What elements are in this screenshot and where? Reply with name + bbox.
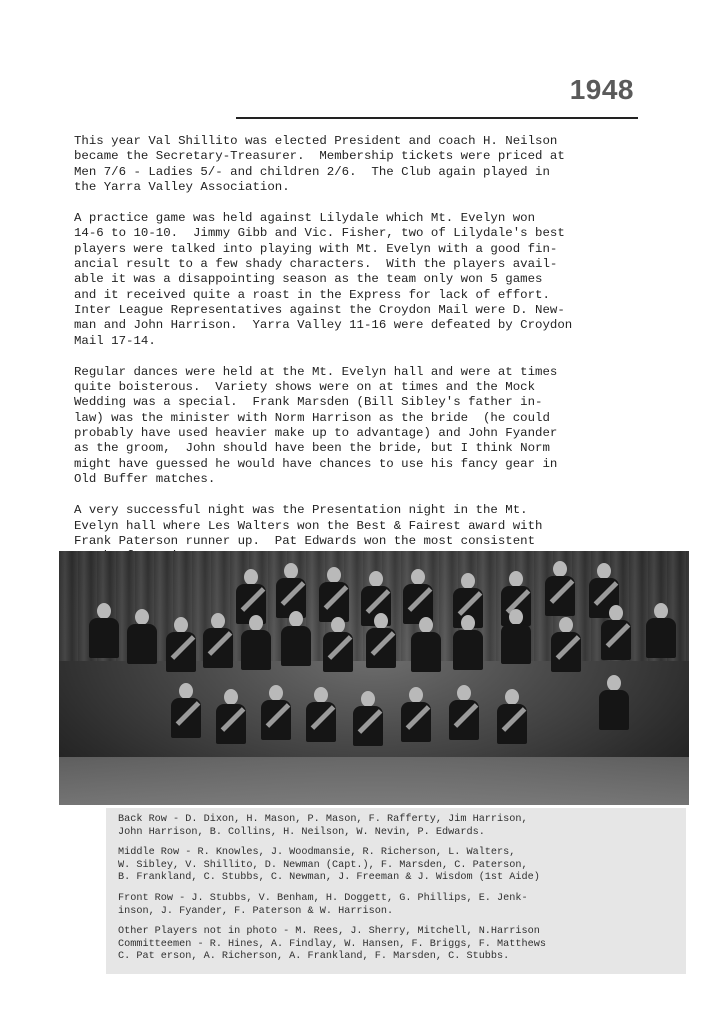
player-figure (351, 691, 385, 755)
player-figure (214, 689, 248, 753)
player-figure (399, 687, 433, 751)
caption-front-row: Front Row - J. Stubbs, V. Benham, H. Doggett, G. Phillips, E. Jenk- inson, J. Fyander, F. Paterson & W. Harrison. (118, 892, 528, 917)
player-figure (164, 617, 198, 681)
player-figure (279, 611, 313, 675)
caption-back-row: Back Row - D. Dixon, H. Mason, P. Mason, F. Rafferty, Jim Harrison, John Harrison, B. Collins, H. Neilson, W. Nevin, P. Edwards. (118, 814, 528, 838)
player-figure (87, 603, 121, 667)
player-figure (304, 687, 338, 751)
caption-other-players: Other Players not in photo - M. Rees, J. Sherry, Mitchell, N.Harrison Committeemen - R. Hines, A. Findlay, W. Hansen, F. Briggs, F. Matthews C. Pat erson, A. Richerson, A. Frankland, F. Marsden, C. Stubbs. (118, 926, 546, 963)
player-figure (321, 617, 355, 681)
header-rule (236, 117, 638, 119)
player-figure (644, 603, 678, 667)
paragraph-practice-game: A practice game was held against Lilydale which Mt. Evelyn won 14-6 to 10-10. Jimmy Gibb and Vic. Fisher, two of Lilydale's best players were talked into playing with Mt. Evelyn with a good fin- ancial result to a few shady characters. With the players avail- able it was a disappointing season as the team only won 5 games and it received quite a roast in the Express for lack of effort. Inter League Representatives against the Croydon Mail were D. New- man and John Harrison. Yarra Valley 11-16 were defeated by Croydon Mail 17-14. (74, 211, 573, 348)
player-figure (495, 689, 529, 753)
player-figure (599, 605, 633, 669)
player-figure (364, 613, 398, 677)
caption-middle-row: Middle Row - R. Knowles, J. Woodmansie, R. Richerson, L. Walters, W. Sibley, V. Shillito, D. Newman (Capt.), F. Marsden, C. Paterson, B. Frankland, C. Stubbs, C. Newman, J. Freeman & J. Wisdom (1st Aide) (118, 847, 540, 884)
player-figure (201, 613, 235, 677)
paragraph-president: This year Val Shillito was elected President and coach H. Neilson became the Secretary-Treasurer. Membership tickets were priced at Men 7/6 - Ladies 5/- and children 2/6. The Club again played in the Yarra Valley Association. (74, 134, 565, 194)
paragraph-presentation: A very successful night was the Presentation night in the Mt. Evelyn hall where Les Walters won the Best & Fairest award with Frank Paterson runner up. Pat Edwards won the most consistent (74, 503, 543, 548)
photo-ground (59, 757, 689, 805)
paragraph-dances: Regular dances were held at the Mt. Evelyn hall and were at times quite boisterous. Variety shows were on at times and the Mock Wedding was a special. Frank Marsden (Bill Sibley's father in- law) was the minister with Norm Harrison as the bride (he could probably have used heavier make up to advantage) and John Fyander as the groom, John should have been the bride, but I think Norm might have guessed he would have chances to use his fancy gear in Old Buffer matches. (74, 364, 558, 486)
player-figure (409, 617, 443, 681)
player-figure (597, 675, 631, 739)
player-figure (125, 609, 159, 673)
player-figure (499, 609, 533, 673)
player-figure (169, 683, 203, 747)
team-photo (59, 551, 689, 805)
player-figure (543, 561, 577, 625)
player-figure (451, 615, 485, 679)
player-figure (259, 685, 293, 749)
photo-caption (106, 808, 686, 974)
page-year: 1948 (569, 74, 634, 105)
player-figure (447, 685, 481, 749)
body-text (74, 134, 664, 580)
player-figure (239, 615, 273, 679)
player-figure (549, 617, 583, 681)
